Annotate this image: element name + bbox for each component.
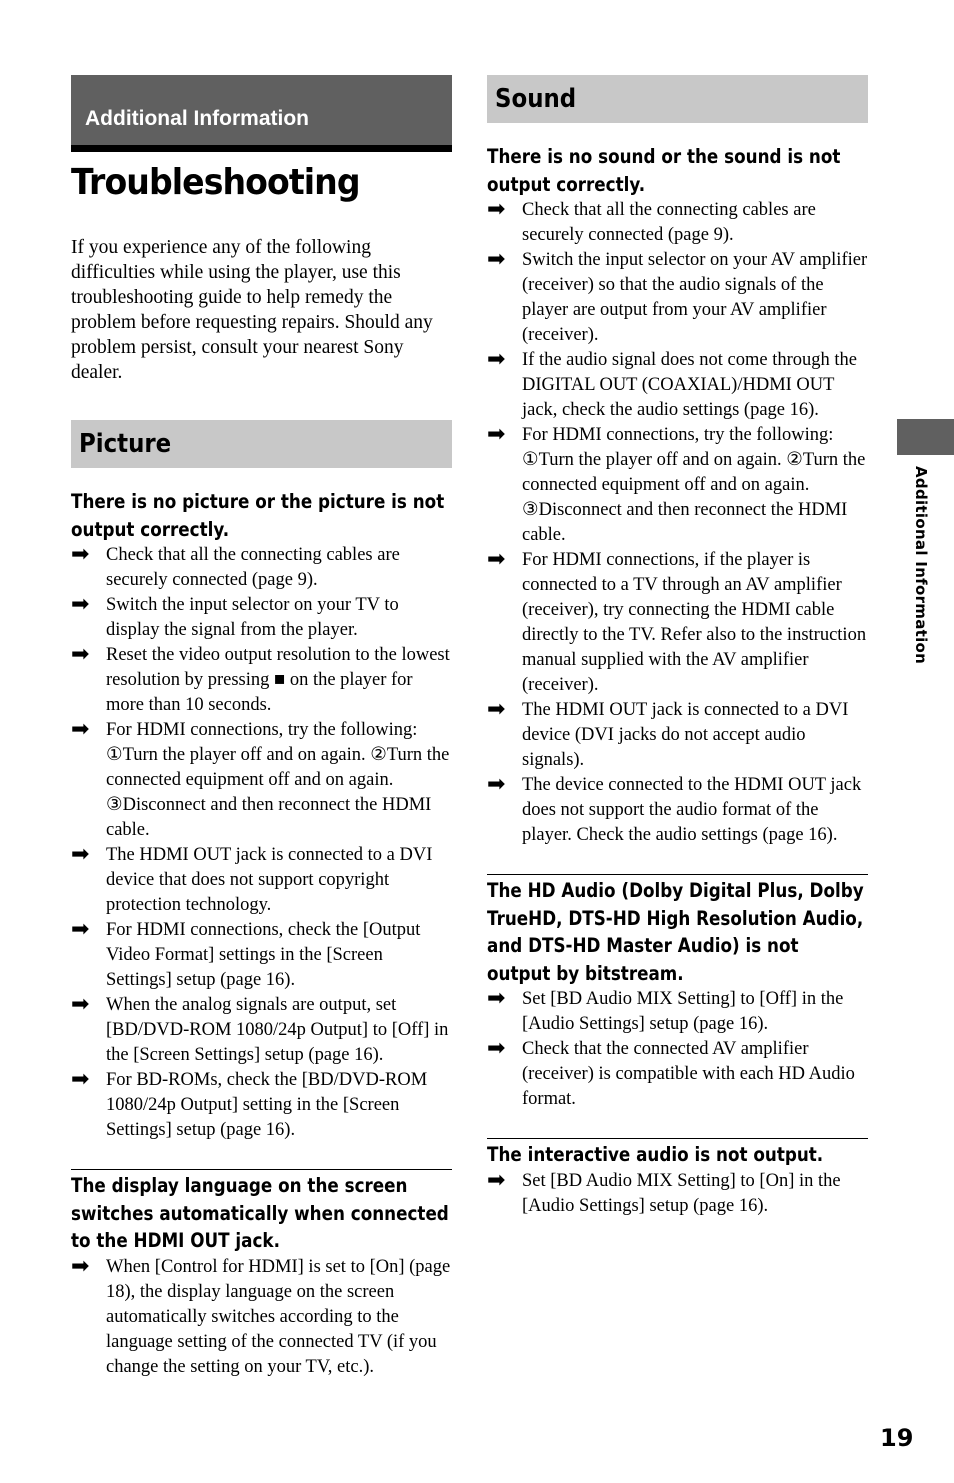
- list-item: ➡ Switch the input selector on your AV amplifier (receiver) so that the audio signals of the player are output from your AV amplifier (receiver).: [487, 247, 868, 345]
- arrow-right-icon: ➡: [487, 547, 506, 572]
- list-item: ➡ Set [BD Audio MIX Setting] to [On] in the [Audio Settings] setup (page 16).: [487, 1167, 841, 1216]
- arrow-right-icon: ➡: [487, 697, 506, 722]
- issue-block: [71, 488, 452, 1143]
- issue-block: [71, 1169, 452, 1380]
- list-item: ➡ For HDMI connections, try the following: ①Turn the player off and on again. ②Turn the connected equipment off and on again. ③Disconnect and then reconnect the HDMI cable.: [71, 717, 450, 840]
- remedy-list: [71, 543, 452, 1143]
- list-item: ➡ Set [BD Audio MIX Setting] to [Off] in the [Audio Settings] setup (page 16).: [487, 986, 844, 1034]
- list-item: ➡ For HDMI connections, check the [Output Video Format] settings in the [Screen Settings] setup (page 16).: [71, 917, 421, 990]
- arrow-right-icon: ➡: [487, 347, 506, 372]
- issue-title: There is no sound or the sound is not output correctly.: [487, 145, 841, 196]
- intro-paragraph: If you experience any of the following difficulties while using the player, use this troubleshooting guide to help remedy the problem before requesting repairs. Should any problem persist, consult your nearest Sony dealer.: [71, 237, 433, 383]
- arrow-right-icon: ➡: [487, 986, 506, 1011]
- left-column: [71, 75, 452, 1380]
- remedy-list: [487, 987, 868, 1112]
- issue-title: The interactive audio is not output.: [487, 1143, 824, 1166]
- arrow-right-icon: ➡: [487, 772, 506, 797]
- arrow-right-icon: ➡: [71, 717, 90, 742]
- list-item: ➡ Check that the connected AV amplifier (receiver) is compatible with each HD Audio format.: [487, 1036, 855, 1109]
- list-item: ➡ Check that all the connecting cables are securely connected (page 9).: [71, 542, 400, 590]
- issue-title: The HD Audio (Dolby Digital Plus, Dolby TrueHD, DTS-HD High Resolution Audio, and DTS-HD Master Audio) is not output by bitstream.: [487, 879, 864, 985]
- arrow-right-icon: ➡: [71, 642, 90, 667]
- arrow-right-icon: ➡: [487, 247, 506, 272]
- list-item: ➡ Reset the video output resolution to the lowest resolution by pressing ■ on the player for more than 10 seconds.: [71, 642, 450, 715]
- section-header-band: [71, 75, 452, 145]
- list-item: ➡ The device connected to the HDMI OUT jack does not support the audio format of the player. Check the audio settings (page 16).: [487, 772, 862, 845]
- arrow-right-icon: ➡: [487, 197, 506, 222]
- issue-block: [487, 143, 868, 848]
- arrow-right-icon: ➡: [71, 992, 90, 1017]
- arrow-right-icon: ➡: [71, 1067, 90, 1092]
- page-title: Troubleshooting: [71, 162, 360, 203]
- category-heading-sound: [487, 75, 868, 123]
- list-item: ➡ The HDMI OUT jack is connected to a DVI device that does not support copyright protection technology.: [71, 842, 433, 915]
- arrow-right-icon: ➡: [71, 1253, 90, 1279]
- list-item: ➡ Switch the input selector on your TV to display the signal from the player.: [71, 592, 399, 640]
- category-heading-picture: [71, 420, 452, 468]
- section-label: Additional Information: [85, 107, 309, 130]
- issue-title: There is no picture or the picture is not output correctly.: [71, 490, 445, 541]
- issue-block: [487, 874, 868, 1112]
- issue-title: The display language on the screen switches automatically when connected to the HDMI OUT jack.: [71, 1174, 449, 1252]
- page-number: 19: [880, 1424, 914, 1452]
- side-tab-label: Additional Information: [912, 466, 930, 665]
- arrow-right-icon: ➡: [487, 422, 506, 447]
- side-tab-marker: [897, 419, 954, 455]
- category-heading-text: Picture: [79, 429, 172, 459]
- issue-block: [487, 1138, 868, 1219]
- remedy-list: [487, 198, 868, 848]
- list-item: ➡ When [Control for HDMI] is set to [On] (page 18), the display language on the screen automatically switches according to the language setting of the connected TV (if you change the setting on your TV, etc.).: [71, 1253, 451, 1377]
- list-item: ➡ When the analog signals are output, set [BD/DVD-ROM 1080/24p Output] to [Off] in the [Screen Settings] setup (page 16).: [71, 992, 449, 1065]
- section-header-rule: [71, 145, 452, 152]
- arrow-right-icon: ➡: [71, 917, 90, 942]
- right-column: [487, 75, 868, 1219]
- list-item: ➡ The HDMI OUT jack is connected to a DVI device (DVI jacks do not accept audio signals).: [487, 697, 849, 770]
- arrow-right-icon: ➡: [71, 542, 90, 567]
- remedy-list: [487, 1169, 868, 1219]
- list-item: ➡ For BD-ROMs, check the [BD/DVD-ROM 1080/24p Output] setting in the [Screen Settings] setup (page 16).: [71, 1067, 428, 1140]
- arrow-right-icon: ➡: [487, 1036, 506, 1061]
- arrow-right-icon: ➡: [487, 1167, 506, 1193]
- list-item: ➡ If the audio signal does not come through the DIGITAL OUT (COAXIAL)/HDMI OUT jack, check the audio settings (page 16).: [487, 347, 857, 420]
- list-item: ➡ For HDMI connections, if the player is connected to a TV through an AV amplifier (receiver), try connecting the HDMI cable directly to the TV. Refer also to the instruction manual supplied with the AV amplifier (receiver).: [487, 547, 867, 695]
- arrow-right-icon: ➡: [71, 592, 90, 617]
- arrow-right-icon: ➡: [71, 842, 90, 867]
- list-item: ➡ For HDMI connections, try the following: ①Turn the player off and on again. ②Turn the connected equipment off and on again. ③Disconnect and then reconnect the HDMI cable.: [487, 422, 866, 545]
- remedy-list: [71, 1255, 452, 1380]
- category-heading-text: Sound: [495, 84, 577, 114]
- list-item: ➡ Check that all the connecting cables are securely connected (page 9).: [487, 197, 816, 245]
